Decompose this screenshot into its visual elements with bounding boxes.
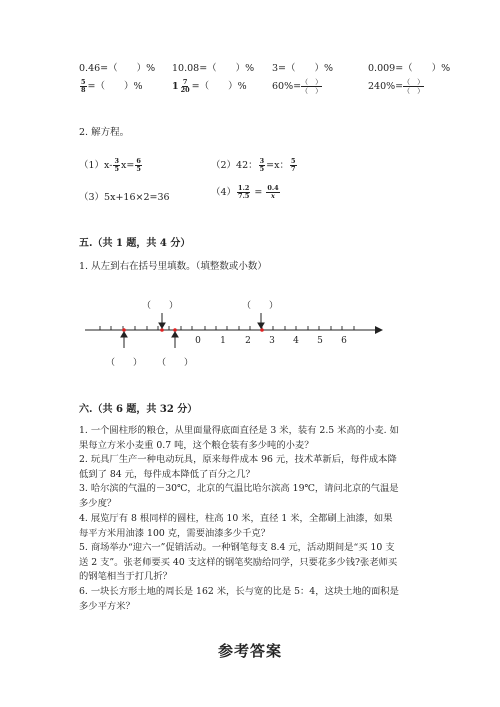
equation-1: （1）x- $\frac{3}{5}$ x= $\frac{6}{5}$: [79, 157, 141, 173]
problem-5: 5. 商场举办“迎六一”促销活动。一种钢笔每支 8.4 元，活动期间是“买 10 支送 2 支”。张老师要买 40 支这样的钢笔奖励给同学，只要花多少钱?张老师买的钢笔相当于打几折？: [79, 542, 398, 583]
tick-label-4: 4: [293, 336, 299, 346]
tick-label-2: 2: [245, 336, 251, 346]
fill-item-4: 0.009=（ ）%: [368, 63, 451, 74]
equation-3: （3）5x+16×2=36: [79, 192, 170, 203]
section-6-heading: 六.（共 6 题，共 32 分）: [79, 404, 198, 415]
fill-item-2: 10.08=（ ）%: [172, 63, 255, 74]
fill-item-6: 1 $\frac{7}{20}$ =（ ）%: [172, 78, 247, 94]
tick-label-6: 6: [341, 336, 347, 346]
top-paren-2: （ ）: [241, 301, 279, 311]
fill-item-5: $\frac{5}{8}$ =（ ）%: [81, 78, 143, 94]
problem-3: 3. 哈尔滨的气温的－30℃，北京的气温比哈尔滨高 19℃，请问北京的气温是多少度？: [79, 483, 399, 509]
section-5-heading: 五.（共 1 题，共 4 分）: [79, 238, 191, 249]
top-paren-1: （ ）: [141, 301, 179, 311]
fill-item-8: 240%= $\frac{( )}{( )}$: [368, 78, 425, 95]
number-line-ticks: [100, 326, 354, 330]
question-2-title: 2. 解方程。: [79, 127, 130, 138]
tick-label-5: 5: [317, 336, 323, 346]
bottom-paren-2: （ ）: [156, 358, 194, 368]
fill-item-3: 3=（ ）%: [272, 63, 334, 74]
fill-item-7: 60%= $\frac{( )}{( )}$: [272, 78, 323, 95]
tick-label-3: 3: [269, 336, 275, 346]
tick-label-1: 1: [220, 336, 226, 346]
problem-1: 1. 一个圆柱形的粮仓，从里面量得底面直径是 3 米，装有 2.5 米高的小麦. 如果每立方米小麦重 0.7 吨，这个粮仓装有多少吨的小麦？: [79, 425, 399, 451]
equation-2: （2）42： $\frac{3}{5}$ =x： $\frac{5}{7}$: [211, 157, 296, 173]
tick-label-0: 0: [195, 336, 201, 346]
problem-4: 4. 展览厅有 8 根同样的圆柱，柱高 10 米，直径 1 米，全都刷上油漆，如果每平方米用油漆 100 克，需要油漆多少千克？: [79, 513, 393, 539]
number-line-figure: [80, 290, 390, 375]
bottom-paren-1: （ ）: [105, 358, 143, 368]
fill-item-1: 0.46=（ ）%: [79, 63, 156, 74]
answer-title: 参考答案: [217, 642, 282, 660]
problem-6: 6. 一块长方形土地的周长是 162 米，长与宽的比是 5：4，这块土地的面积是多少平方米？: [79, 586, 399, 612]
problem-2: 2. 玩具厂生产一种电动玩具，原来每件成本 96 元，技术革新后，每件成本降低到了 84 元，每件成本降低了百分之几？: [79, 454, 397, 480]
section-5-question: 1. 从左到右在括号里填数。（填整数或小数）: [79, 261, 267, 272]
equation-4: （4） $\frac{1.2}{7.5}$ = $\frac{0.4}{x}$: [211, 184, 279, 200]
